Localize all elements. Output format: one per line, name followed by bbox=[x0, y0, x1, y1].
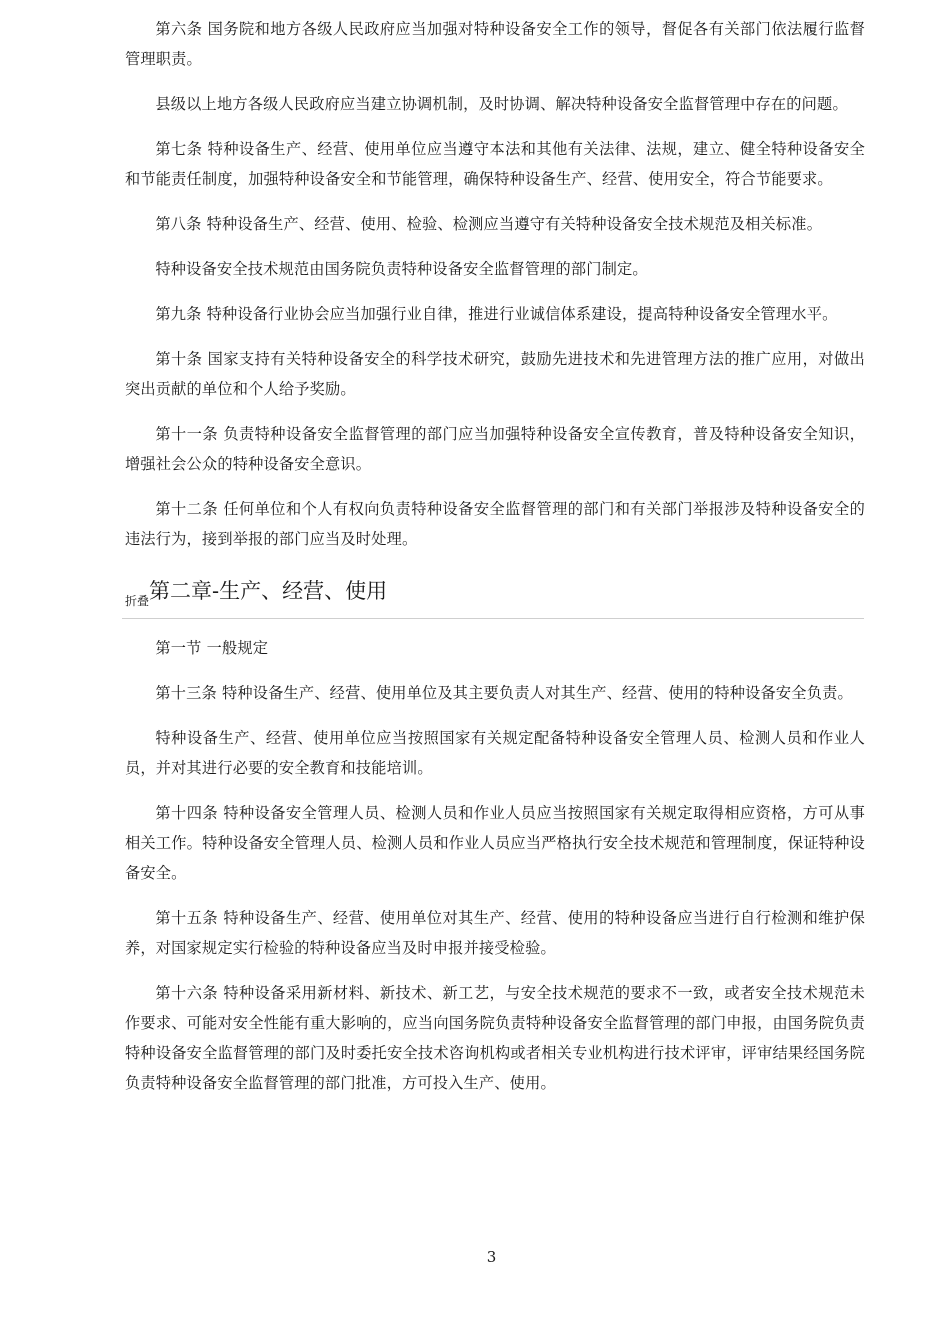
section-heading: 第一节 一般规定 bbox=[155, 639, 269, 657]
article-11: 第十一条 负责特种设备安全监督管理的部门应当加强特种设备安全宣传教育，普及特种设备安全知识，增强社会公众的特种设备安全意识。 bbox=[125, 425, 865, 473]
article-7: 第七条 特种设备生产、经营、使用单位应当遵守本法和其他有关法律、法规，建立、健全特种设备安全和节能责任制度，加强特种设备安全和节能管理，确保特种设备生产、经营、使用安全，符合节能要求。 bbox=[125, 140, 865, 188]
article-6-clause-2: 县级以上地方各级人民政府应当建立协调机制，及时协调、解决特种设备安全监督管理中存在的问题。 bbox=[155, 95, 848, 113]
article-10: 第十条 国家支持有关特种设备安全的科学技术研究，鼓励先进技术和先进管理方法的推广应用，对做出突出贡献的单位和个人给予奖励。 bbox=[125, 350, 865, 398]
chapter-heading bbox=[125, 576, 865, 612]
article-8: 第八条 特种设备生产、经营、使用、检验、检测应当遵守有关特种设备安全技术规范及相关标准。 bbox=[155, 215, 823, 233]
fold-toggle-link[interactable]: 折叠 bbox=[125, 594, 150, 608]
article-12: 第十二条 任何单位和个人有权向负责特种设备安全监督管理的部门和有关部门举报涉及特种设备安全的违法行为，接到举报的部门应当及时处理。 bbox=[125, 500, 865, 548]
article-16: 第十六条 特种设备采用新材料、新技术、新工艺，与安全技术规范的要求不一致，或者安全技术规范未作要求、可能对安全性能有重大影响的，应当向国务院负责特种设备安全监督管理的部门申报，由国务院负责特种设备安全监督管理的部门及时委托安全技术咨询机构或者相关专业机构进行技术评审，评审结果经国务院负责特种设备安全监督管理的部门批准，方可投入生产、使用。 bbox=[125, 984, 865, 1092]
article-6: 第六条 国务院和地方各级人民政府应当加强对特种设备安全工作的领导，督促各有关部门依法履行监督管理职责。 bbox=[125, 20, 865, 68]
chapter-title: 第二章-生产、经营、使用 bbox=[149, 579, 388, 603]
article-14: 第十四条 特种设备安全管理人员、检测人员和作业人员应当按照国家有关规定取得相应资格，方可从事相关工作。特种设备安全管理人员、检测人员和作业人员应当严格执行安全技术规范和管理制度，保证特种设备安全。 bbox=[125, 804, 865, 882]
article-13-clause-2: 特种设备生产、经营、使用单位应当按照国家有关规定配备特种设备安全管理人员、检测人员和作业人员，并对其进行必要的安全教育和技能培训。 bbox=[125, 729, 865, 777]
document-page bbox=[125, 14, 865, 1113]
article-8-clause-2: 特种设备安全技术规范由国务院负责特种设备安全监督管理的部门制定。 bbox=[155, 260, 648, 278]
page-number: 3 bbox=[486, 1248, 497, 1266]
article-15: 第十五条 特种设备生产、经营、使用单位对其生产、经营、使用的特种设备应当进行自行检测和维护保养，对国家规定实行检验的特种设备应当及时申报并接受检验。 bbox=[125, 909, 865, 957]
chapter-divider bbox=[122, 618, 864, 619]
article-13: 第十三条 特种设备生产、经营、使用单位及其主要负责人对其生产、经营、使用的特种设备安全负责。 bbox=[155, 684, 853, 702]
article-9: 第九条 特种设备行业协会应当加强行业自律，推进行业诚信体系建设，提高特种设备安全管理水平。 bbox=[155, 305, 838, 323]
